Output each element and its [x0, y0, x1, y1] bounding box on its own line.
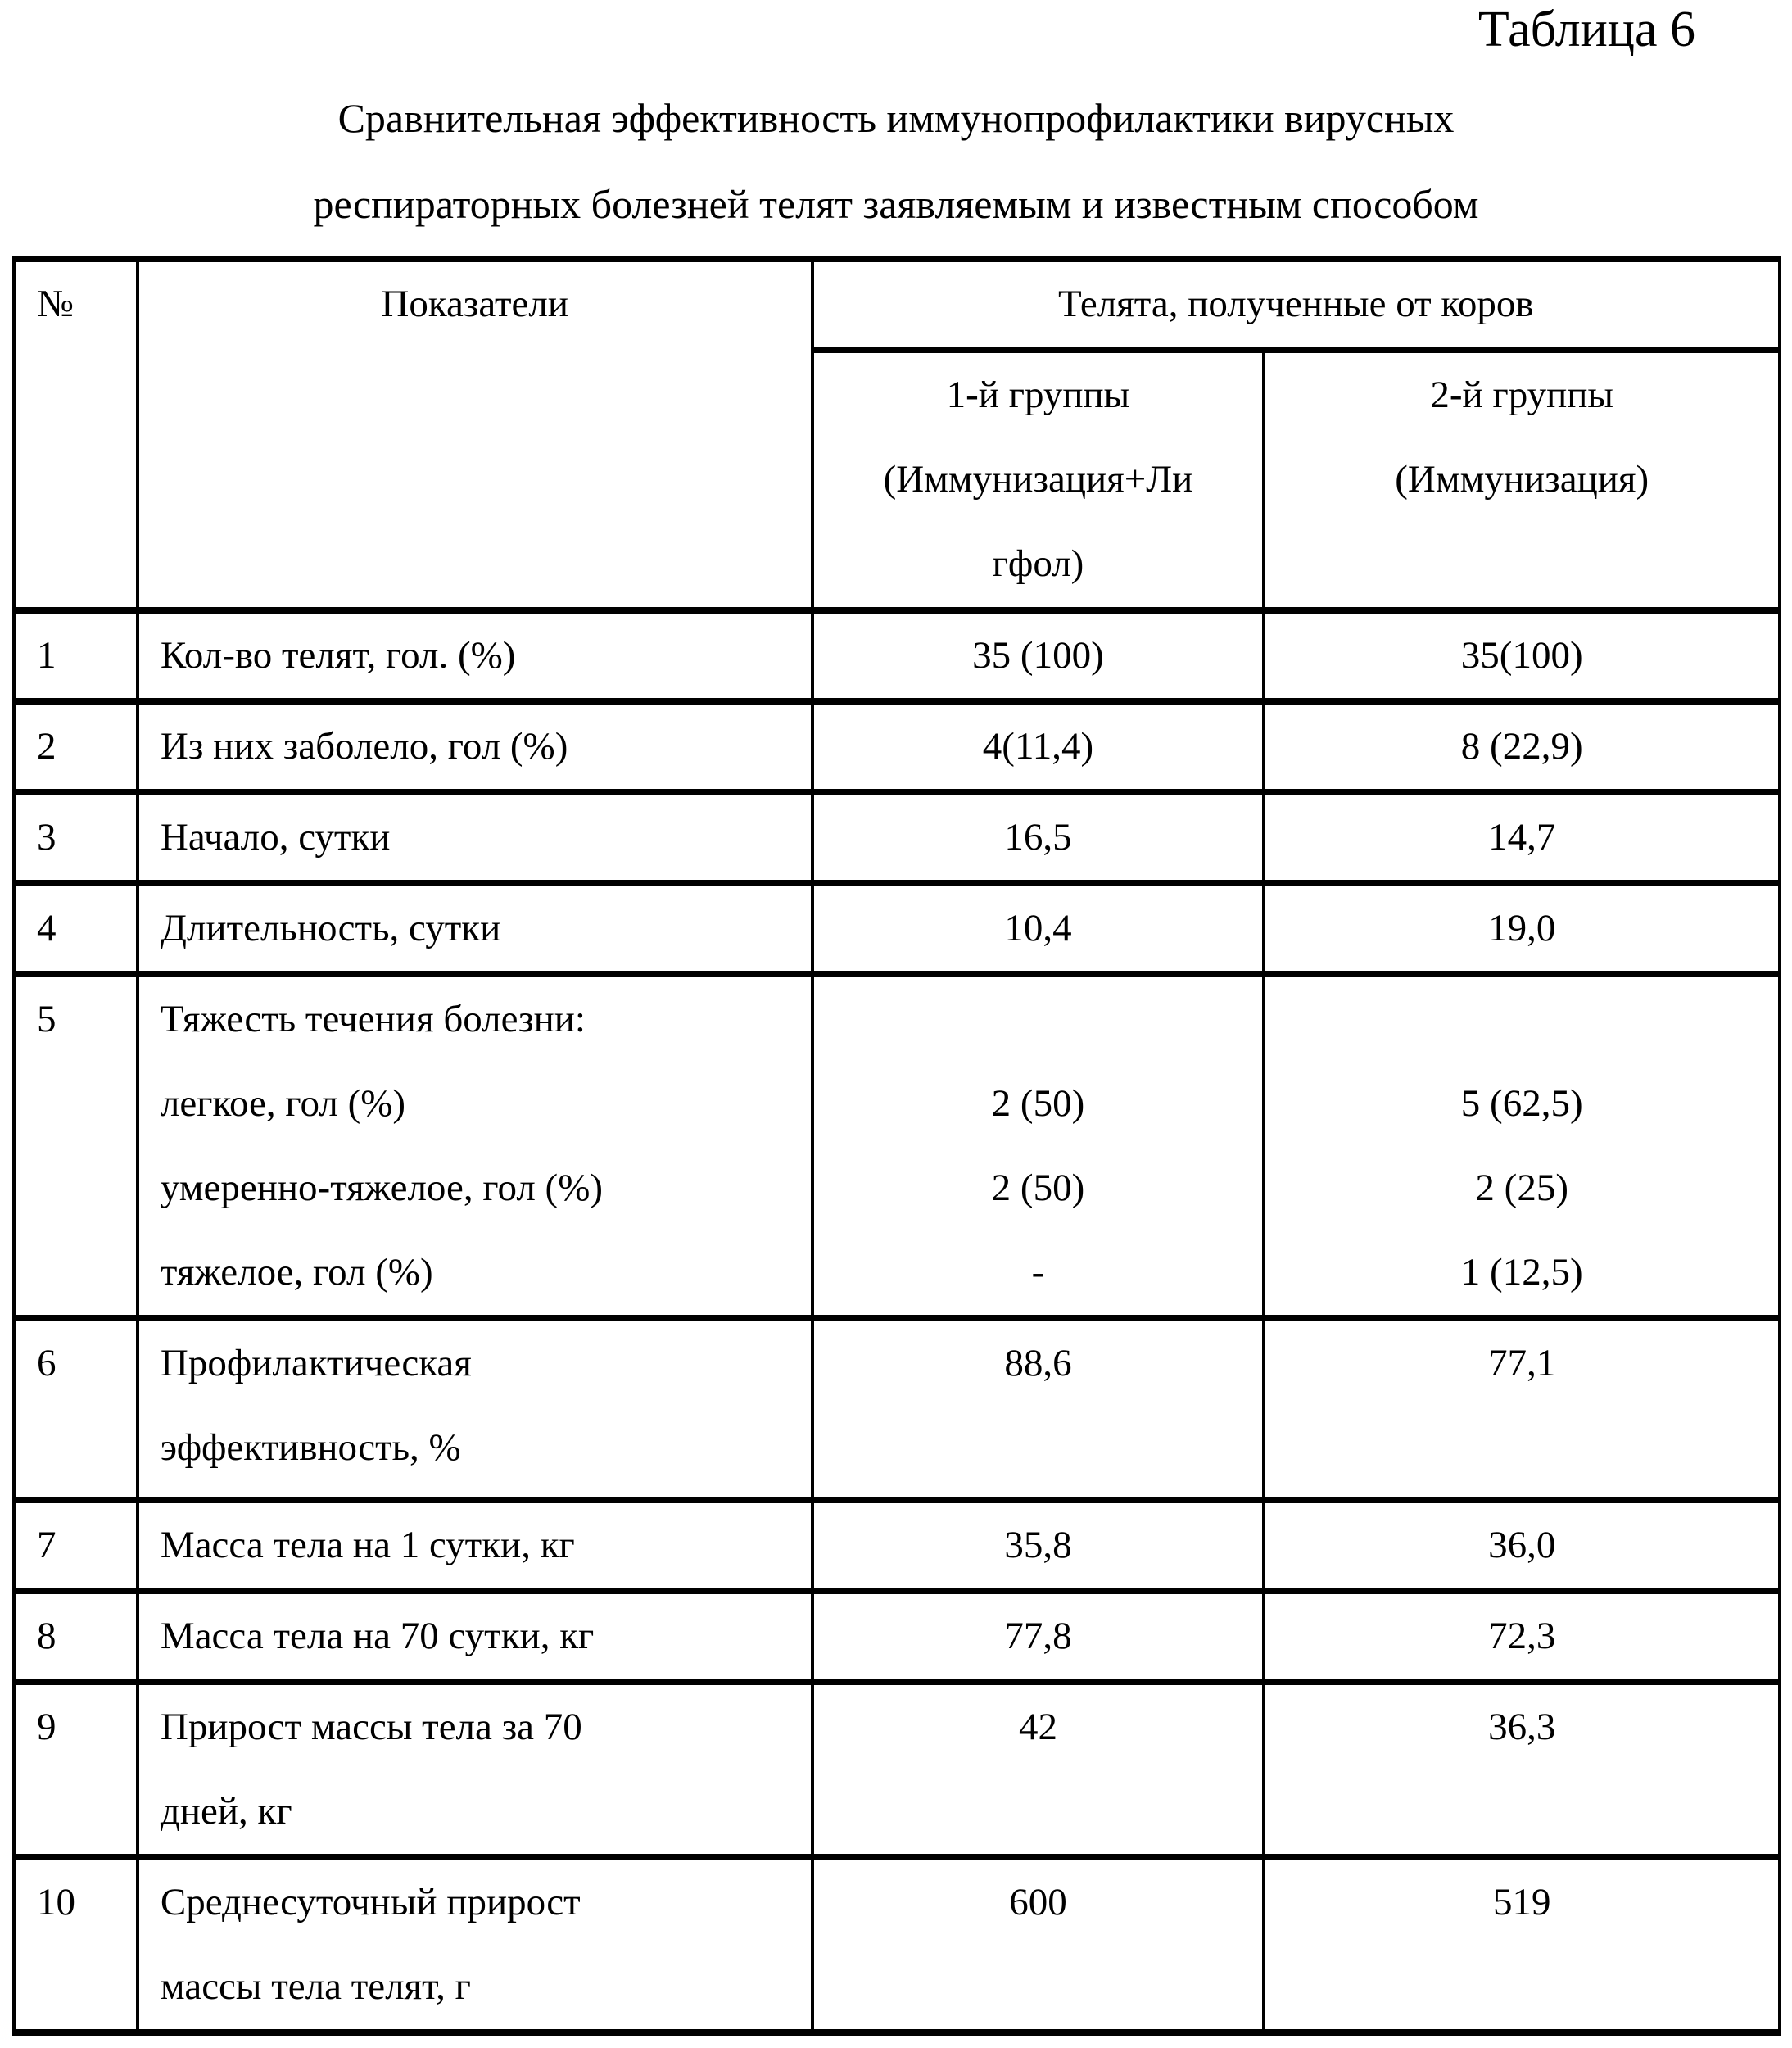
row-10-num-text: 10 [37, 1881, 75, 1923]
row-10-g2-text: 519 [1492, 1881, 1551, 1923]
row-1-number [14, 610, 138, 701]
row-6-label-line-1: Профилактическая [160, 1342, 472, 1384]
row-9-value-group1 [812, 1682, 1265, 1857]
row-4-g1-text: 10,4 [1004, 907, 1072, 949]
row-10-number [14, 1857, 138, 2032]
row-10-label-line-2: массы тела телят, г [160, 1965, 471, 2008]
row-5-value-group2 [1264, 974, 1780, 1318]
row-5-g2-line-3: 2 (25) [1475, 1167, 1568, 1209]
row-9-label-line-2: дней, кг [160, 1790, 292, 1833]
group2-line-1: 2-й группы [1430, 374, 1614, 416]
row-9-g2-text: 36,3 [1488, 1706, 1556, 1748]
row-5-g1-line-2: 2 (50) [991, 1082, 1085, 1125]
row-6-label [138, 1318, 812, 1500]
row-6-g2-text: 77,1 [1488, 1342, 1556, 1384]
caption-line-1: Сравнительная эффективность иммунопрофилактики вирусных [337, 95, 1455, 141]
row-2-number [14, 701, 138, 792]
row-3-label [138, 792, 812, 883]
row-2-value-group2 [1264, 701, 1780, 792]
table-row [14, 610, 1780, 701]
table-row [14, 1682, 1780, 1857]
row-4-number [14, 883, 138, 974]
row-8-num-text: 8 [37, 1615, 57, 1657]
row-8-label [138, 1591, 812, 1682]
row-5-label [138, 974, 812, 1318]
row-1-num-text: 1 [37, 634, 57, 677]
row-3-value-group1 [812, 792, 1265, 883]
row-8-value-group1 [812, 1591, 1265, 1682]
row-4-value-group2 [1264, 883, 1780, 974]
row-2-num-text: 2 [37, 725, 57, 768]
row-5-value-group1 [812, 974, 1265, 1318]
table-row [14, 974, 1780, 1318]
row-9-g1-text: 42 [1018, 1706, 1057, 1748]
header-group-parent-label: Телята, полученные от коров [1057, 283, 1534, 325]
header-cell-group2 [1264, 350, 1780, 610]
table-row [14, 883, 1780, 974]
row-6-g1-text: 88,6 [1004, 1342, 1072, 1384]
row-5-g2-line-2: 5 (62,5) [1460, 1082, 1583, 1125]
row-5-label-line-1: Тяжесть течения болезни: [160, 998, 586, 1040]
row-2-label [138, 701, 812, 792]
row-8-label-text: Масса тела на 70 сутки, кг [160, 1615, 595, 1657]
header-number-sign: № [37, 283, 74, 325]
row-2-value-group1 [812, 701, 1265, 792]
row-10-label-line-1: Среднесуточный прирост [160, 1881, 581, 1923]
row-5-g1-line-3: 2 (50) [991, 1167, 1085, 1209]
row-8-number [14, 1591, 138, 1682]
row-9-label-line-1: Прирост массы тела за 70 [160, 1706, 582, 1748]
header-cell-number [14, 259, 138, 610]
row-5-g1-line-4: - [1031, 1251, 1045, 1294]
row-9-num-text: 9 [37, 1706, 57, 1748]
row-9-label [138, 1682, 812, 1857]
row-1-label-text: Кол-во телят, гол. (%) [160, 634, 516, 677]
header-indicators-label: Показатели [381, 283, 569, 325]
row-10-label [138, 1857, 812, 2032]
row-10-g1-text: 600 [1009, 1881, 1067, 1923]
row-7-number [14, 1500, 138, 1591]
row-2-g2-text: 8 (22,9) [1460, 725, 1583, 768]
row-1-value-group2 [1264, 610, 1780, 701]
row-6-value-group1 [812, 1318, 1265, 1500]
table-row [14, 792, 1780, 883]
row-2-g1-text: 4(11,4) [982, 725, 1094, 768]
row-5-label-line-3: умеренно-тяжелое, гол (%) [160, 1167, 603, 1209]
row-6-value-group2 [1264, 1318, 1780, 1500]
comparison-table [12, 256, 1781, 2036]
row-5-g2-line-4: 1 (12,5) [1460, 1251, 1583, 1294]
row-7-label [138, 1500, 812, 1591]
row-3-g1-text: 16,5 [1004, 816, 1072, 859]
row-7-g1-text: 35,8 [1004, 1524, 1072, 1566]
row-5-g1-line-1 [814, 977, 1263, 1062]
row-4-g2-text: 19,0 [1488, 907, 1556, 949]
row-6-number [14, 1318, 138, 1500]
table-row [14, 1591, 1780, 1682]
header-cell-indicators [138, 259, 812, 610]
row-9-number [14, 1682, 138, 1857]
row-7-num-text: 7 [37, 1524, 57, 1566]
row-7-value-group1 [812, 1500, 1265, 1591]
row-8-g2-text: 72,3 [1488, 1615, 1556, 1657]
row-5-number [14, 974, 138, 1318]
row-8-g1-text: 77,8 [1004, 1615, 1072, 1657]
row-3-g2-text: 14,7 [1488, 816, 1556, 859]
header-cell-group1 [812, 350, 1265, 610]
row-7-g2-text: 36,0 [1488, 1524, 1556, 1566]
row-5-num-text: 5 [37, 998, 57, 1040]
row-1-g2-text: 35(100) [1460, 634, 1583, 677]
row-5-label-line-4: тяжелое, гол (%) [160, 1251, 433, 1294]
row-9-value-group2 [1264, 1682, 1780, 1857]
row-4-num-text: 4 [37, 907, 57, 949]
table-row [14, 1318, 1780, 1500]
row-7-value-group2 [1264, 1500, 1780, 1591]
row-3-number [14, 792, 138, 883]
header-row-top [14, 259, 1780, 350]
row-5-label-line-2: легкое, гол (%) [160, 1082, 406, 1125]
row-6-label-line-2: эффективность, % [160, 1426, 461, 1469]
caption-line-2: респираторных болезней телят заявляемым и известным способом [313, 181, 1479, 227]
table-row [14, 701, 1780, 792]
row-8-value-group2 [1264, 1591, 1780, 1682]
group2-line-2: (Иммунизация) [1395, 458, 1649, 501]
table-row [14, 1500, 1780, 1591]
row-4-label [138, 883, 812, 974]
row-6-num-text: 6 [37, 1342, 57, 1384]
row-10-value-group2 [1264, 1857, 1780, 2032]
row-10-value-group1 [812, 1857, 1265, 2032]
group1-line-2: (Иммунизация+Ли [883, 458, 1193, 501]
row-3-value-group2 [1264, 792, 1780, 883]
row-4-label-text: Длительность, сутки [160, 907, 501, 949]
header-cell-group-parent [812, 259, 1781, 350]
group1-line-1: 1-й группы [946, 374, 1130, 416]
row-1-value-group1 [812, 610, 1265, 701]
row-1-g1-text: 35 (100) [972, 634, 1104, 677]
row-5-g2-line-1 [1265, 977, 1778, 1062]
group1-line-3: гфол) [992, 542, 1084, 585]
row-3-num-text: 3 [37, 816, 57, 859]
table-number-label: Таблица 6 [1477, 2, 1695, 57]
row-2-label-text: Из них заболело, гол (%) [160, 725, 568, 768]
table-caption [0, 75, 1792, 247]
row-1-label [138, 610, 812, 701]
row-7-label-text: Масса тела на 1 сутки, кг [160, 1524, 575, 1566]
row-4-value-group1 [812, 883, 1265, 974]
table-row [14, 1857, 1780, 2032]
row-3-label-text: Начало, сутки [160, 816, 391, 859]
